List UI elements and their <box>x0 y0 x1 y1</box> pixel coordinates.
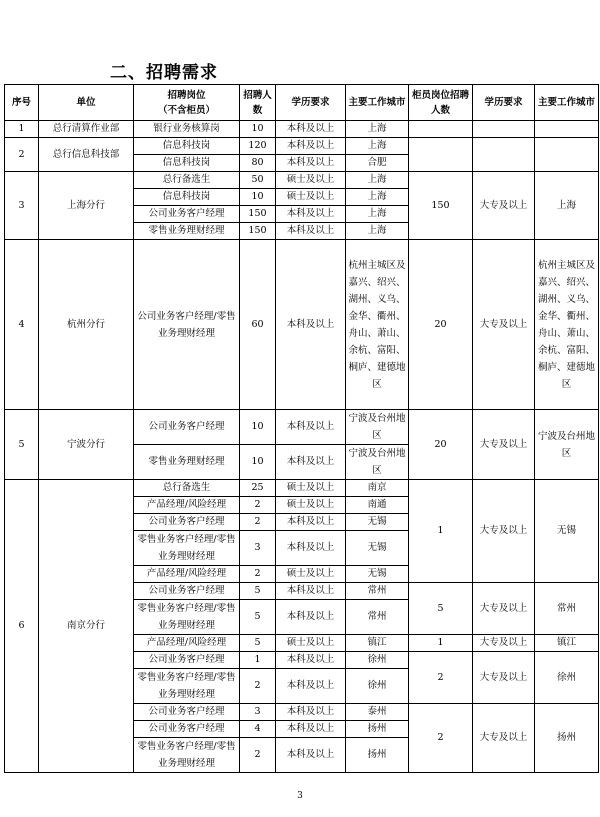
unit-seq: 2 <box>5 138 39 172</box>
header-count: 招聘人数 <box>240 85 276 121</box>
teller-count-cell: 150 <box>409 172 473 240</box>
count-cell: 3 <box>240 531 276 566</box>
unit-name: 总行清算作业部 <box>39 121 134 138</box>
table-row <box>5 121 599 138</box>
position-cell: 产品经理/风险经理 <box>134 497 240 514</box>
count-cell: 2 <box>240 566 276 583</box>
count-cell: 2 <box>240 497 276 514</box>
edu-cell: 本科及以上 <box>276 240 346 410</box>
edu-cell: 本科及以上 <box>276 206 346 223</box>
edu-cell: 硕士及以上 <box>276 497 346 514</box>
city-cell: 扬州 <box>346 738 409 773</box>
count-cell: 150 <box>240 223 276 240</box>
position-cell: 零售业务理财经理 <box>134 445 240 480</box>
teller-edu-cell: 大专及以上 <box>473 704 535 773</box>
city-cell: 杭州主城区及嘉兴、绍兴、湖州、义乌、金华、衢州、舟山、萧山、余杭、富阳、桐庐、建德地区 <box>346 240 409 410</box>
teller-edu-cell: 大专及以上 <box>473 652 535 704</box>
city-cell: 徐州 <box>346 652 409 669</box>
position-cell: 总行备选生 <box>134 172 240 189</box>
count-cell: 2 <box>240 738 276 773</box>
city-cell: 上海 <box>346 206 409 223</box>
position-cell: 零售业务客户经理/零售业务理财经理 <box>134 669 240 704</box>
unit-seq: 1 <box>5 121 39 138</box>
teller-count-cell: 2 <box>409 652 473 704</box>
city-cell: 泰州 <box>346 704 409 721</box>
header-edu: 学历要求 <box>276 85 346 121</box>
recruitment-table <box>4 84 599 773</box>
unit-name: 上海分行 <box>39 172 134 240</box>
city-cell: 扬州 <box>346 721 409 738</box>
edu-cell: 硕士及以上 <box>276 635 346 652</box>
city-cell: 南通 <box>346 497 409 514</box>
page-number: 3 <box>297 791 303 801</box>
position-cell: 公司业务客户经理 <box>134 514 240 531</box>
teller-empty-cell <box>535 138 599 172</box>
edu-cell: 本科及以上 <box>276 138 346 155</box>
teller-city-cell: 扬州 <box>535 704 599 773</box>
teller-count-cell: 20 <box>409 240 473 410</box>
teller-empty-cell <box>535 121 599 138</box>
city-cell: 徐州 <box>346 669 409 704</box>
edu-cell: 本科及以上 <box>276 721 346 738</box>
position-cell: 公司业务客户经理 <box>134 704 240 721</box>
unit-seq: 4 <box>5 240 39 410</box>
table-row <box>5 240 599 410</box>
count-cell: 25 <box>240 480 276 497</box>
table-row <box>5 410 599 445</box>
teller-empty-cell <box>473 121 535 138</box>
unit-name: 南京分行 <box>39 480 134 773</box>
position-cell: 公司业务客户经理 <box>134 583 240 600</box>
city-cell: 常州 <box>346 600 409 635</box>
count-cell: 80 <box>240 155 276 172</box>
position-cell: 零售业务客户经理/零售业务理财经理 <box>134 738 240 773</box>
position-cell: 公司业务客户经理 <box>134 721 240 738</box>
unit-seq: 5 <box>5 410 39 480</box>
teller-empty-cell <box>409 138 473 172</box>
position-cell: 零售业务客户经理/零售业务理财经理 <box>134 531 240 566</box>
position-cell: 产品经理/风险经理 <box>134 635 240 652</box>
teller-city-cell: 宁波及台州地区 <box>535 410 599 480</box>
teller-city-cell: 镇江 <box>535 635 599 652</box>
city-cell: 常州 <box>346 583 409 600</box>
count-cell: 120 <box>240 138 276 155</box>
position-cell: 公司业务客户经理 <box>134 410 240 445</box>
edu-cell: 本科及以上 <box>276 669 346 704</box>
edu-cell: 硕士及以上 <box>276 566 346 583</box>
count-cell: 2 <box>240 669 276 704</box>
unit-name: 总行信息科技部 <box>39 138 134 172</box>
header-teller-city: 主要工作城市 <box>535 85 599 121</box>
teller-city-cell: 无锡 <box>535 480 599 583</box>
section-heading: 二、招聘需求 <box>110 63 218 83</box>
city-cell: 无锡 <box>346 566 409 583</box>
teller-count-cell: 1 <box>409 480 473 583</box>
header-row <box>5 85 599 121</box>
count-cell: 1 <box>240 652 276 669</box>
teller-count-cell: 5 <box>409 583 473 635</box>
table-row <box>5 172 599 189</box>
count-cell: 50 <box>240 172 276 189</box>
header-city: 主要工作城市 <box>346 85 409 121</box>
count-cell: 10 <box>240 410 276 445</box>
position-cell: 总行备选生 <box>134 480 240 497</box>
city-cell: 无锡 <box>346 514 409 531</box>
teller-edu-cell: 大专及以上 <box>473 635 535 652</box>
edu-cell: 硕士及以上 <box>276 172 346 189</box>
teller-count-cell: 2 <box>409 704 473 773</box>
teller-edu-cell: 大专及以上 <box>473 410 535 480</box>
teller-edu-cell: 大专及以上 <box>473 583 535 635</box>
city-cell: 上海 <box>346 223 409 240</box>
edu-cell: 本科及以上 <box>276 704 346 721</box>
city-cell: 上海 <box>346 189 409 206</box>
city-cell: 合肥 <box>346 155 409 172</box>
count-cell: 10 <box>240 445 276 480</box>
city-cell: 南京 <box>346 480 409 497</box>
city-cell: 无锡 <box>346 531 409 566</box>
edu-cell: 本科及以上 <box>276 600 346 635</box>
header-position: 招聘岗位 （不含柜员） <box>134 85 240 121</box>
teller-city-cell: 上海 <box>535 172 599 240</box>
unit-name: 杭州分行 <box>39 240 134 410</box>
position-cell: 信息科技岗 <box>134 138 240 155</box>
city-cell: 上海 <box>346 138 409 155</box>
edu-cell: 硕士及以上 <box>276 189 346 206</box>
header-teller-edu: 学历要求 <box>473 85 535 121</box>
city-cell: 镇江 <box>346 635 409 652</box>
count-cell: 5 <box>240 635 276 652</box>
city-cell: 宁波及台州地区 <box>346 410 409 445</box>
position-cell: 信息科技岗 <box>134 155 240 172</box>
header-teller-count: 柜员岗位招聘人数 <box>409 85 473 121</box>
teller-city-cell: 徐州 <box>535 652 599 704</box>
count-cell: 10 <box>240 121 276 138</box>
position-cell: 公司业务客户经理/零售业务理财经理 <box>134 240 240 410</box>
count-cell: 10 <box>240 189 276 206</box>
position-cell: 银行业务核算岗 <box>134 121 240 138</box>
count-cell: 150 <box>240 206 276 223</box>
edu-cell: 本科及以上 <box>276 652 346 669</box>
teller-empty-cell <box>409 121 473 138</box>
position-cell: 零售业务理财经理 <box>134 223 240 240</box>
count-cell: 4 <box>240 721 276 738</box>
count-cell: 60 <box>240 240 276 410</box>
count-cell: 5 <box>240 600 276 635</box>
city-cell: 上海 <box>346 172 409 189</box>
edu-cell: 本科及以上 <box>276 410 346 445</box>
count-cell: 3 <box>240 704 276 721</box>
teller-count-cell: 20 <box>409 410 473 480</box>
teller-city-cell: 常州 <box>535 583 599 635</box>
teller-empty-cell <box>473 138 535 172</box>
position-cell: 公司业务客户经理 <box>134 206 240 223</box>
edu-cell: 本科及以上 <box>276 121 346 138</box>
city-cell: 宁波及台州地区 <box>346 445 409 480</box>
unit-seq: 6 <box>5 480 39 773</box>
edu-cell: 本科及以上 <box>276 445 346 480</box>
count-cell: 2 <box>240 514 276 531</box>
unit-name: 宁波分行 <box>39 410 134 480</box>
table-row <box>5 138 599 155</box>
position-cell: 公司业务客户经理 <box>134 652 240 669</box>
header-unit: 单位 <box>39 85 134 121</box>
position-cell: 信息科技岗 <box>134 189 240 206</box>
teller-edu-cell: 大专及以上 <box>473 240 535 410</box>
edu-cell: 本科及以上 <box>276 223 346 240</box>
edu-cell: 本科及以上 <box>276 738 346 773</box>
edu-cell: 本科及以上 <box>276 583 346 600</box>
teller-city-cell: 杭州主城区及嘉兴、绍兴、湖州、义乌、金华、衢州、舟山、萧山、余杭、富阳、桐庐、建德地区 <box>535 240 599 410</box>
unit-seq: 3 <box>5 172 39 240</box>
edu-cell: 硕士及以上 <box>276 480 346 497</box>
count-cell: 5 <box>240 583 276 600</box>
edu-cell: 本科及以上 <box>276 514 346 531</box>
edu-cell: 本科及以上 <box>276 531 346 566</box>
teller-count-cell: 1 <box>409 635 473 652</box>
header-seq: 序号 <box>5 85 39 121</box>
edu-cell: 本科及以上 <box>276 155 346 172</box>
teller-edu-cell: 大专及以上 <box>473 480 535 583</box>
teller-edu-cell: 大专及以上 <box>473 172 535 240</box>
city-cell: 上海 <box>346 121 409 138</box>
position-cell: 零售业务客户经理/零售业务理财经理 <box>134 600 240 635</box>
position-cell: 产品经理/风险经理 <box>134 566 240 583</box>
table-row <box>5 480 599 497</box>
